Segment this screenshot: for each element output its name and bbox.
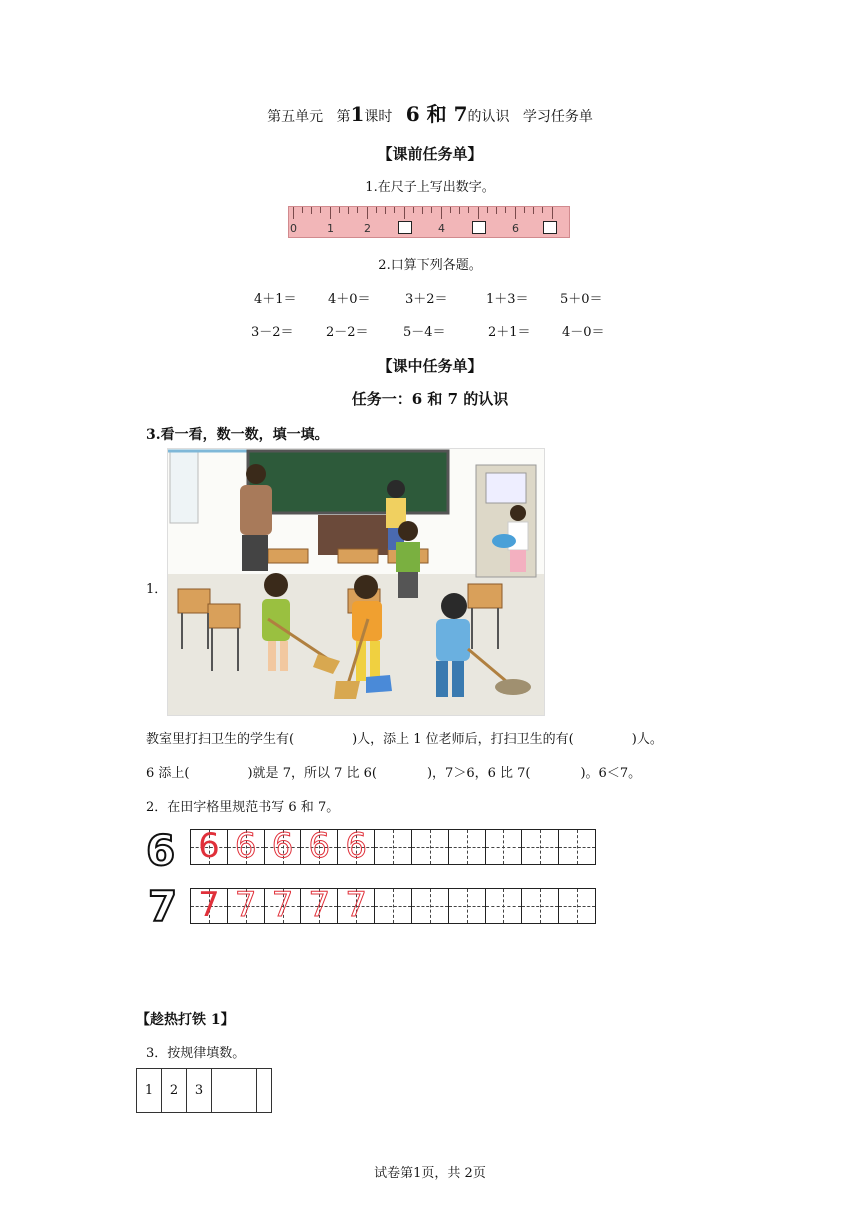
calc-2-3: 5－4＝ [403, 325, 446, 340]
sentence-1-part-b: )人，添上 1 位老师后，打扫卫生的有( [352, 732, 574, 747]
topic-numbers: 6 和 7 [405, 102, 468, 126]
sentence-2-part-b: )就是 7，所以 7 比 6( [247, 766, 377, 781]
question-2: 2.口算下列各题。 [378, 258, 482, 273]
sentence-1-part-c: )人。 [631, 732, 663, 747]
calc-1-5: 5＋0＝ [560, 292, 603, 307]
trace-six-2: 6 [234, 826, 257, 866]
ruler-blank-3[interactable] [398, 221, 412, 234]
sheet-label: 学习任务单 [522, 109, 593, 125]
ruler-blank-7[interactable] [543, 221, 557, 234]
practice-heading: 【趁热打铁 1】 [136, 1012, 235, 1028]
trace-seven-2: 7 [234, 885, 257, 925]
writing-grid-seven[interactable] [190, 885, 596, 925]
ruler-label-1: 1 [327, 222, 334, 235]
lesson-prefix: 第 [336, 109, 351, 125]
sentence-2-part-d: )。6＜7。 [580, 766, 642, 781]
sequence-cell-3: 3 [187, 1069, 212, 1113]
item-2: 2．在田字格里规范书写 6 和 7。 [146, 800, 340, 815]
ruler-label-4: 4 [438, 222, 445, 235]
calc-1-2: 4＋0＝ [328, 292, 371, 307]
sentence-2 [146, 762, 641, 781]
lesson-suffix: 课时 [364, 109, 393, 125]
calc-1-4: 1＋3＝ [486, 292, 529, 307]
topic-rest: 的认识 [467, 109, 510, 125]
calc-2-1: 3－2＝ [251, 325, 294, 340]
calc-2-2: 2－2＝ [326, 325, 369, 340]
sentence-1 [146, 728, 663, 747]
trace-six-4: 6 [308, 826, 331, 866]
trace-seven-4: 7 [308, 885, 331, 925]
sequence-cell-4[interactable] [212, 1069, 257, 1113]
sequence-table [136, 1068, 272, 1113]
trace-six-5: 6 [345, 826, 367, 866]
lesson-number: 1 [350, 102, 365, 126]
calc-1-1: 4＋1＝ [254, 292, 297, 307]
ruler-blank-5[interactable] [472, 221, 486, 234]
task-1-title: 任务一：6 和 7 的认识 [351, 390, 509, 408]
calc-1-3: 3＋2＝ [405, 292, 448, 307]
ruler-label-2: 2 [364, 222, 371, 235]
sentence-2-part-a: 6 添上( [146, 766, 190, 781]
unit-label: 第五单元 [267, 109, 324, 125]
pre-class-heading: 【课前任务单】 [377, 145, 483, 163]
trace-six-3: 6 [271, 826, 294, 866]
sentence-2-part-c: )，7＞6，6 比 7( [426, 766, 531, 781]
trace-seven-1: 7 [198, 885, 220, 925]
trace-six-1: 6 [198, 826, 220, 866]
question-3: 3.看一看，数一数，填一填。 [146, 427, 329, 443]
sequence-cell-5[interactable] [257, 1069, 272, 1113]
ruler [288, 206, 570, 238]
calc-2-5: 4－0＝ [562, 325, 605, 340]
sentence-1-part-a: 教室里打扫卫生的学生有( [146, 732, 295, 747]
trace-seven-5: 7 [345, 885, 367, 925]
writing-grid-six[interactable] [190, 826, 596, 866]
ruler-label-0: 0 [290, 222, 297, 235]
in-class-heading: 【课中任务单】 [377, 357, 483, 375]
page-footer: 试卷第1页，共 2页 [374, 1166, 486, 1181]
item-1-number: 1． [146, 582, 168, 597]
model-digit-seven: 7 [148, 882, 178, 931]
question-1: 1.在尺子上写出数字。 [365, 180, 495, 195]
practice-question-3: 3．按规律填数。 [146, 1046, 246, 1061]
ruler-label-6: 6 [512, 222, 519, 235]
page-title [0, 98, 860, 127]
calc-2-4: 2＋1＝ [488, 325, 531, 340]
sequence-cell-1: 1 [137, 1069, 162, 1113]
model-digit-six: 6 [146, 826, 176, 875]
classroom-illustration [167, 448, 545, 716]
trace-seven-3: 7 [271, 885, 294, 925]
sequence-cell-2: 2 [162, 1069, 187, 1113]
